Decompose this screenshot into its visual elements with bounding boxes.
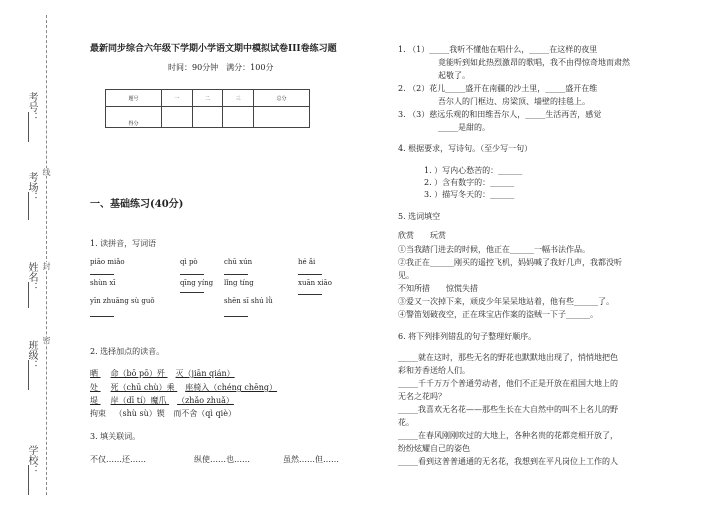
- section-1-title: 一、基础练习(40分): [90, 199, 184, 210]
- score-cell[interactable]: [162, 107, 193, 128]
- q1-pinyin: yīn zhuāng sù guǒ: [90, 297, 155, 305]
- q1-answer-blank[interactable]: [298, 294, 322, 295]
- q2-cell: 处: [90, 383, 98, 392]
- q2-row: [90, 368, 235, 379]
- q3-item-line: 1. （1）_____我听不懂他在唱什么，_____在这样的夜里: [398, 45, 598, 54]
- q1-pinyin: lǐng tíng: [224, 279, 254, 287]
- q6-line: _____就在这时，那些无名的野花也默默地出现了，悄悄地把色: [398, 353, 618, 362]
- q1-pinyin: hé ǎi: [298, 258, 316, 266]
- class-blank: [28, 360, 29, 390]
- exam-time-score: 时间：90分钟 满分：100分: [168, 63, 274, 72]
- q1-answer-blank[interactable]: [224, 274, 248, 275]
- q1-answer-blank[interactable]: [180, 292, 204, 293]
- q6-line: 纷纷炫耀自己的姿色: [398, 444, 470, 453]
- q5-title: 5. 选词填空: [398, 212, 441, 221]
- q2-row: [90, 408, 236, 419]
- q1-answer-blank[interactable]: [180, 274, 204, 275]
- q2-cell: 死（chū chù）乘: [110, 383, 175, 392]
- q2-cell: 晒: [90, 369, 98, 378]
- q3-item-line: 2. （2）花儿_____盛开在南疆的沙土里，_____盛开在维: [398, 84, 598, 93]
- binding-mark-seal: 封: [42, 262, 51, 270]
- q2-cell: 命（bō pō）歼: [110, 369, 165, 378]
- q4-title: 4. 根据要求，写诗句。（至少写一句）: [398, 144, 533, 153]
- q1-pinyin: shùn xī: [90, 279, 116, 287]
- score-row-label: 得分: [106, 107, 162, 128]
- q3-item-line: _____是甜的。: [438, 123, 490, 132]
- name-label: 姓名：: [26, 262, 37, 292]
- q3-option: 纵使……也……: [194, 455, 250, 464]
- school-blank: [28, 465, 29, 495]
- q5-word-choices: 不知所措 惊慌失措: [398, 284, 478, 293]
- q5-sentence: ④警笛划破夜空，正在珠宝店作案的盗贼一下子______。: [398, 310, 598, 319]
- score-header-cell: 一: [162, 90, 193, 107]
- q6-line: _____在春风刚刚吹过的大地上，各种名贵的花都竞相开放了，: [398, 431, 618, 440]
- name-blank: [28, 282, 29, 308]
- q4-item: 3. ）描写冬天的：______: [424, 190, 515, 199]
- q5-sentence: ①当我踏门进去的时候，他正在______一幅书法作品。: [398, 245, 590, 254]
- exam-number-blank: [28, 112, 29, 142]
- exam-room-blank: [28, 192, 29, 220]
- q3-option: 虽然……但……: [283, 455, 339, 464]
- q6-line: _____看到这普普通通的无名花，我想到在平凡岗位上工作的人: [398, 457, 618, 466]
- school-label: 学校：: [26, 445, 37, 475]
- binding-dashed-line: [46, 15, 47, 495]
- q2-cell: 座椅入（chéng chēng）: [185, 383, 278, 392]
- q1-answer-blank[interactable]: [298, 274, 322, 275]
- q5-sentence: ③爱又一次掉下来，顽皮少年呆呆地站着，他有些______了。: [398, 297, 614, 306]
- q2-cell: 灭（jiān qián）: [175, 369, 235, 378]
- score-cell[interactable]: [223, 107, 254, 128]
- q1-pinyin: qì pò: [180, 258, 198, 266]
- q6-line: _____我喜欢无名花——那些生长在大自然中的叫不上名儿的野: [398, 405, 618, 414]
- q2-cell: 堤: [90, 396, 98, 405]
- q2-row: [90, 395, 234, 406]
- q6-line: 花。: [398, 418, 414, 427]
- q2-cell: （shù sù）锲: [114, 409, 165, 418]
- q6-line: _____千千万万个普通劳动者，他们不正是开放在祖国大地上的: [398, 379, 618, 388]
- binding-mark-secret: 密: [42, 336, 51, 344]
- q6-line: 无名之花吗？: [398, 392, 446, 401]
- q3-item-line: 3. （3）慈远乐观的和田维吾尔人，_____生活再苦，感觉: [398, 110, 602, 119]
- q2-cell: 而不舍（qì qiè）: [173, 409, 236, 418]
- q1-answer-blank[interactable]: [90, 274, 114, 275]
- score-header-cell: 二: [192, 90, 223, 107]
- class-label: 班级：: [26, 340, 37, 370]
- q1-pinyin: piāo miǎo: [90, 258, 125, 266]
- q2-cell: 拘束: [90, 409, 106, 418]
- score-header-cell: 总分: [253, 90, 309, 107]
- q2-row: [90, 382, 277, 393]
- q2-cell: 岸（dī tí）魔爪: [110, 396, 167, 405]
- binding-margin: [0, 0, 60, 508]
- q2-title: 2. 选择加点的读音。: [90, 347, 165, 356]
- score-cell[interactable]: [253, 107, 309, 128]
- q1-pinyin: qīng yíng: [180, 279, 214, 287]
- score-table-header-row: [106, 90, 310, 107]
- q4-item: 2. ）含有数字的：______: [424, 178, 515, 187]
- q1-pinyin: shēn sī shú lǜ: [224, 297, 273, 305]
- score-table-score-row: [106, 107, 310, 128]
- q3-option: 不仅……还……: [90, 455, 146, 464]
- q3-title: 3. 填关联词。: [90, 432, 141, 441]
- score-header-cell: 三: [223, 90, 254, 107]
- exam-room-label: 考场：: [26, 172, 37, 202]
- exam-number-label: 考号：: [26, 92, 37, 122]
- q6-line: 彩和芳香送给人们。: [398, 366, 470, 375]
- score-cell[interactable]: [192, 107, 223, 128]
- exam-title: 最新同步综合六年级下学期小学语文期中模拟试卷III卷练习题: [90, 44, 337, 54]
- q5-sentence: ②我正在______刚买的遥控飞机，妈妈喊了我好几声，我都没听: [398, 258, 622, 267]
- q1-pinyin: chū xún: [224, 258, 253, 266]
- q3-item-line: 竟能听到如此热烈激昂的歌唱，我不由得惊奇地而肃然: [438, 58, 630, 67]
- q3-item-line: 起敬了。: [438, 71, 470, 80]
- q5-sentence: 见。: [398, 271, 414, 280]
- q6-title: 6. 将下列排列错乱的句子整理好顺序。: [398, 332, 537, 341]
- q2-cell: （zhǎo zhuǎ）: [177, 396, 234, 405]
- q5-word-choices: 欣赏 玩赏: [398, 231, 446, 240]
- score-table: [105, 89, 310, 128]
- q1-pinyin: xuān xiāo: [298, 279, 332, 287]
- q1-answer-blank[interactable]: [90, 316, 114, 317]
- q1-title: 1. 读拼音，写词语: [90, 239, 157, 248]
- q4-item: 1. ）写内心愁苦的：______: [424, 166, 523, 175]
- q3-item-line: 吾尔人的门框边、房梁顶、墙壁的挂毯上。: [438, 97, 590, 106]
- q1-answer-blank[interactable]: [224, 316, 248, 317]
- binding-mark-line: 线: [42, 168, 51, 176]
- score-header-cell: 题号: [106, 90, 162, 107]
